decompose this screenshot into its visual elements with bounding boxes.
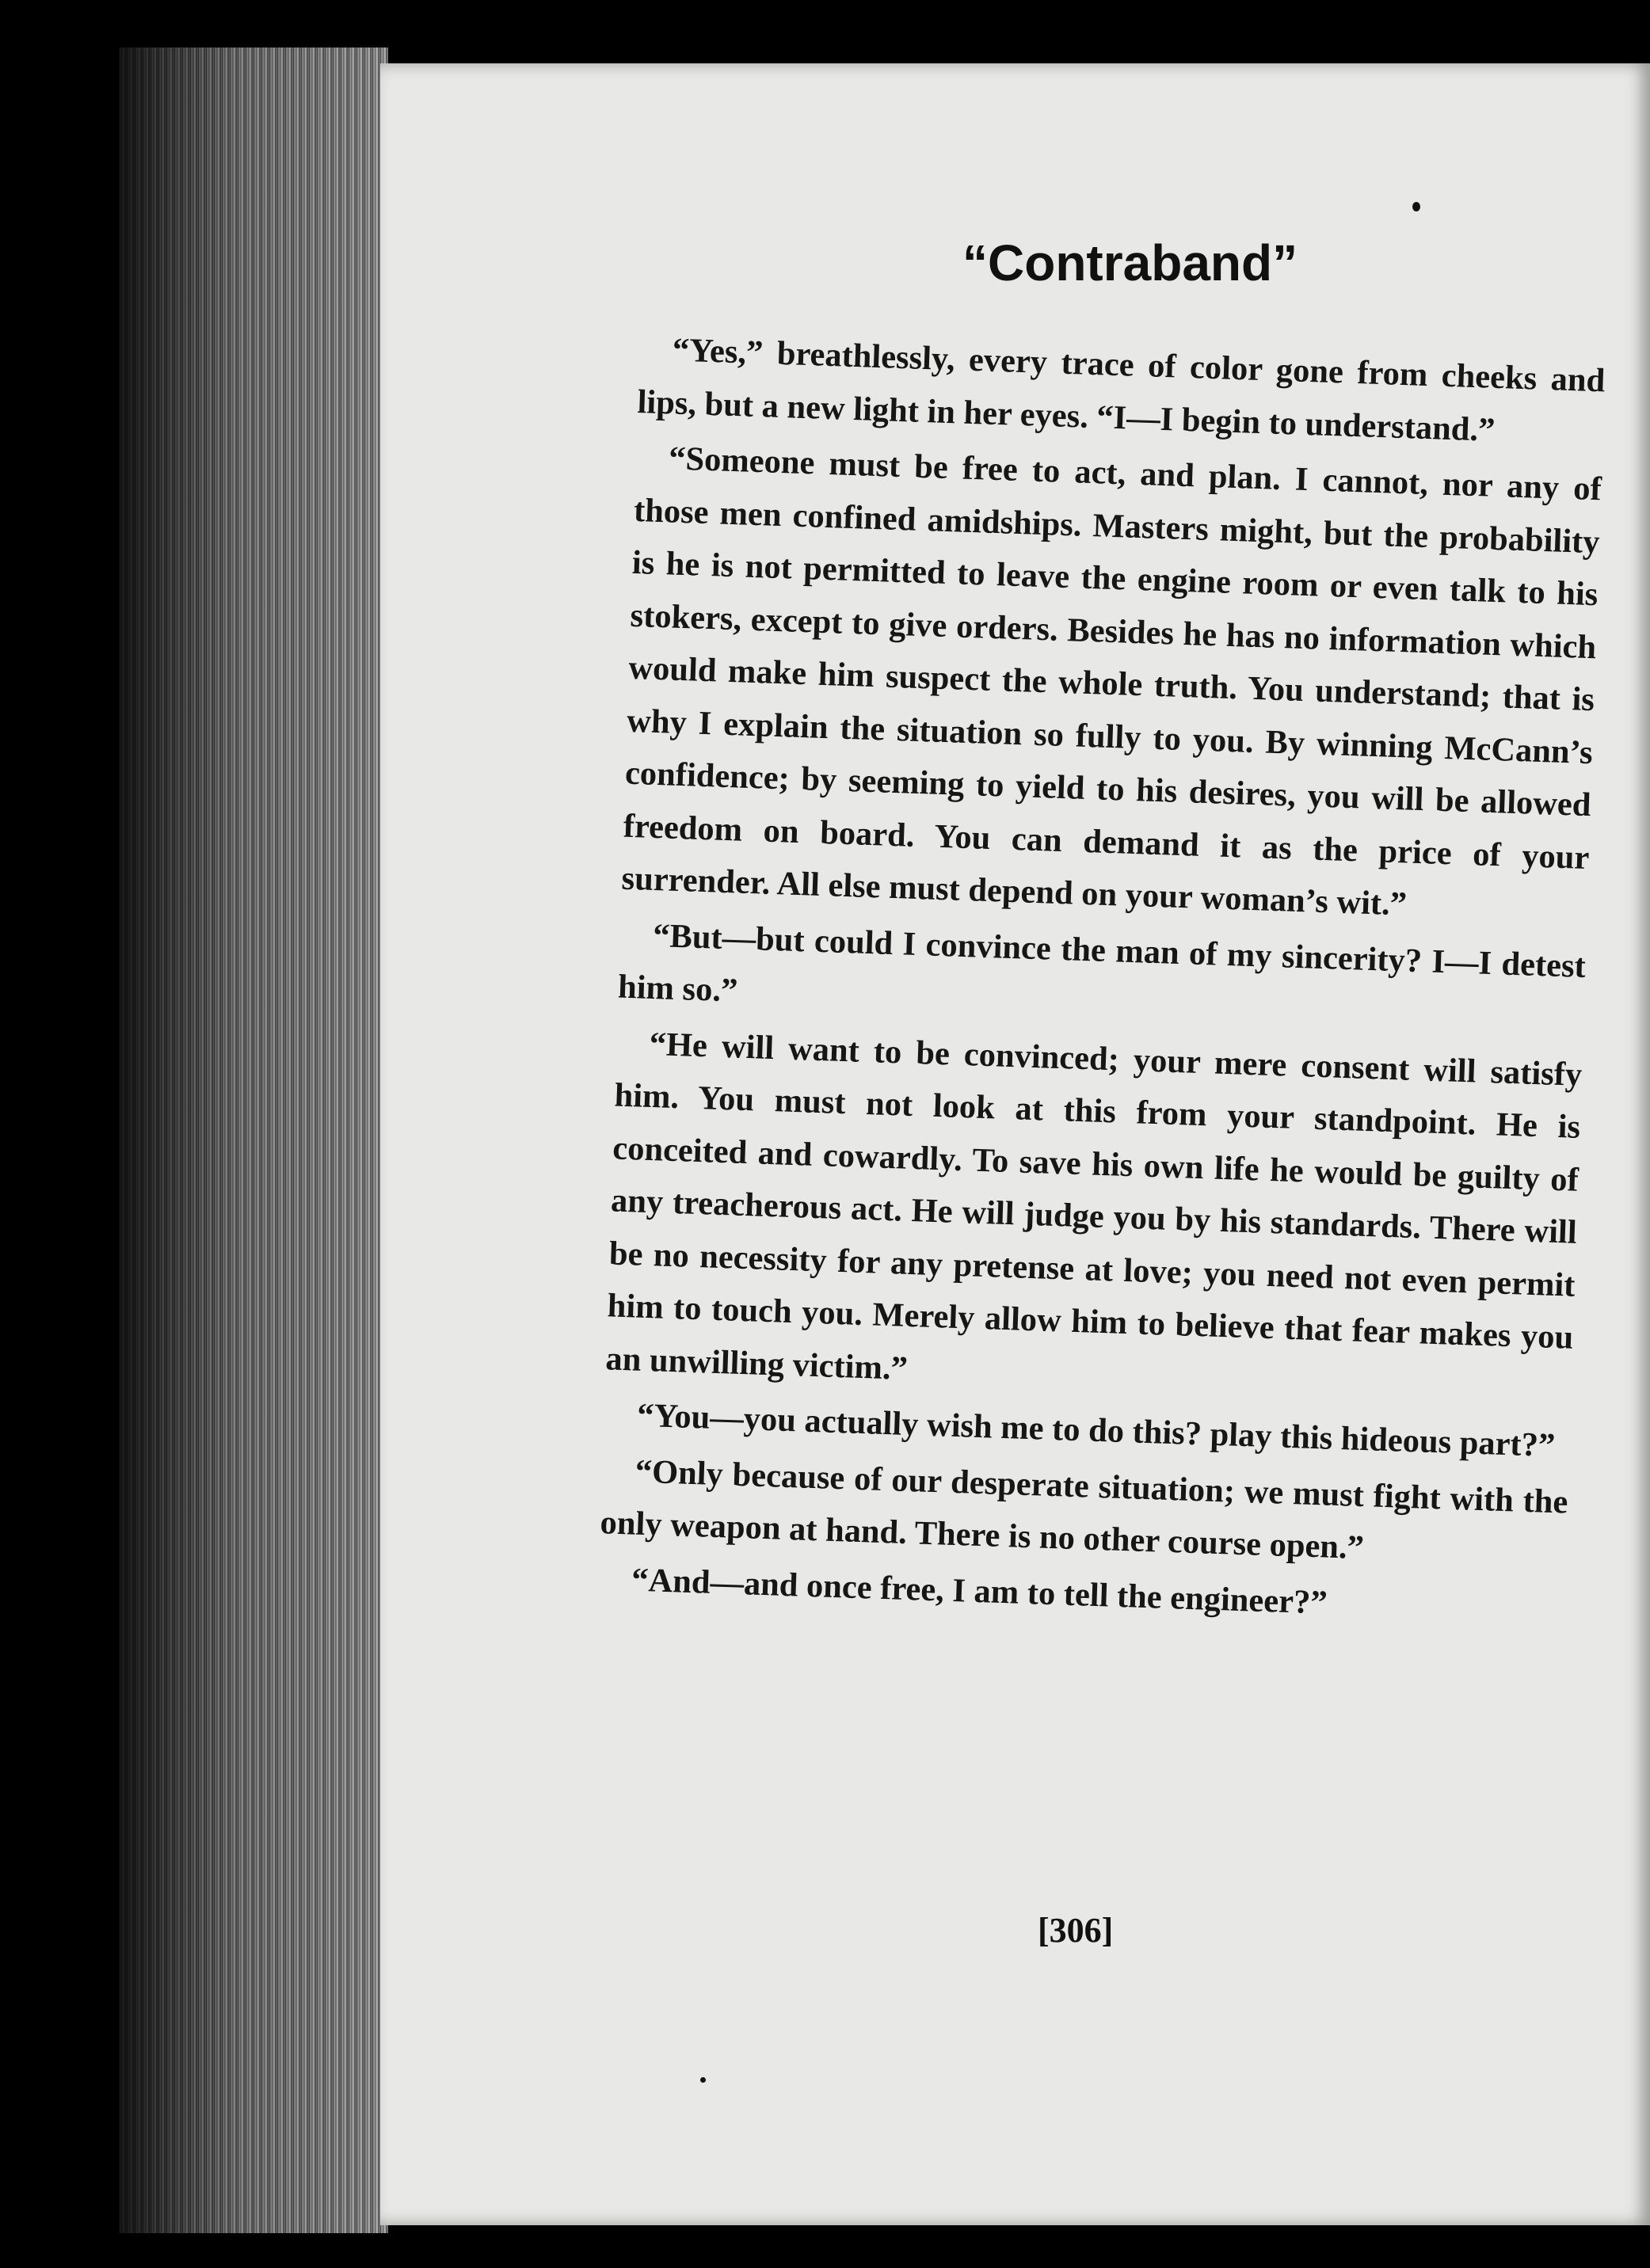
paragraph-7: “And—and once free, I am to tell the engineer?” (631, 1561, 1328, 1622)
paragraph-6: “Only because of our desperate situation; we must fight with the only weapon at hand. There is no other course open.” (599, 1452, 1569, 1567)
body-text (597, 323, 1606, 1641)
paragraph-4: “He will want to be convinced; your mere consent will satisfy him. You must not look at this from your standpoint. He is conceited and cowardly. To save his own life he would be guilty of any treacherous act. He will judge you by his standards. There will be no necessity for any pretense at love; you need not even permit him to touch you. Merely allow him to believe that fear makes you an unwilling victim.” (604, 1025, 1583, 1387)
dust-speck (1412, 202, 1420, 211)
page-number: [306] (1038, 1911, 1114, 1950)
book-page-edges (119, 48, 388, 2233)
paragraph-1: “Yes,” breathlessly, every trace of color gone from cheeks and lips, but a new light in her eyes. “I—I begin to understand.” (636, 331, 1606, 449)
dust-speck (700, 2077, 706, 2083)
paragraph-2: “Someone must be free to act, and plan. I cannot, nor any of those men confined amidships. Masters might, but the probability is he is not permitted to leave the engine room or even talk to his stokers, except to give orders. Besides he has no information which would make him suspect the whole truth. You understand; that is why I explain the situation so fully to you. By winning McCann’s confidence; by seeming to yield to his desires, you will be allowed freedom on board. You can demand it as the price of your surrender. All else must depend on your woman’s wit.” (620, 440, 1602, 923)
running-head: “Contraband” (962, 234, 1298, 291)
paragraph-3: “But—but could I convince the man of my sincerity? I—I detest him so.” (617, 916, 1587, 1010)
paragraph-5: “You—you actually wish me to do this? play this hideous part?” (636, 1396, 1556, 1465)
